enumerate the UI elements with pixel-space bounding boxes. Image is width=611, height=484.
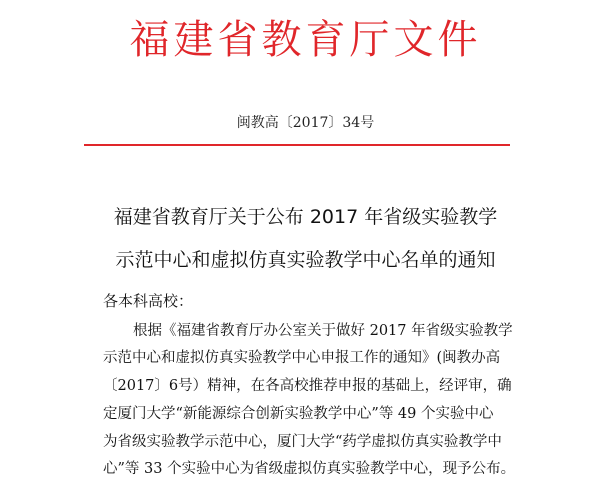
red-divider-line bbox=[84, 144, 510, 146]
document-number: 闽教高〔2017〕34号 bbox=[236, 115, 375, 131]
body-line: 〔2017〕6号）精神，在各高校推荐申报的基础上，经评审，确 bbox=[103, 378, 512, 394]
salutation: 各本科高校： bbox=[103, 292, 194, 310]
body-line: 为省级实验教学示范中心，厦门大学“药学虚拟仿真实验教学中 bbox=[103, 434, 502, 450]
notice-title-line-1: 福建省教育厅关于公布 2017 年省级实验教学 bbox=[113, 206, 498, 228]
body-line: 心”等 33 个实验中心为省级虚拟仿真实验教学中心，现予公布。 bbox=[103, 461, 516, 477]
body-line: 定厦门大学“新能源综合创新实验教学中心”等 49 个实验中心 bbox=[103, 406, 494, 422]
notice-title-line-2: 示范中心和虚拟仿真实验教学中心名单的通知 bbox=[115, 249, 496, 271]
issuer-title: 福建省教育厅文件 bbox=[129, 17, 482, 63]
body-line: 示范中心和虚拟仿真实验教学中心申报工作的通知》(闽教办高 bbox=[103, 350, 501, 366]
body-line: 根据《福建省教育厅办公室关于做好 2017 年省级实验教学 bbox=[133, 323, 513, 339]
